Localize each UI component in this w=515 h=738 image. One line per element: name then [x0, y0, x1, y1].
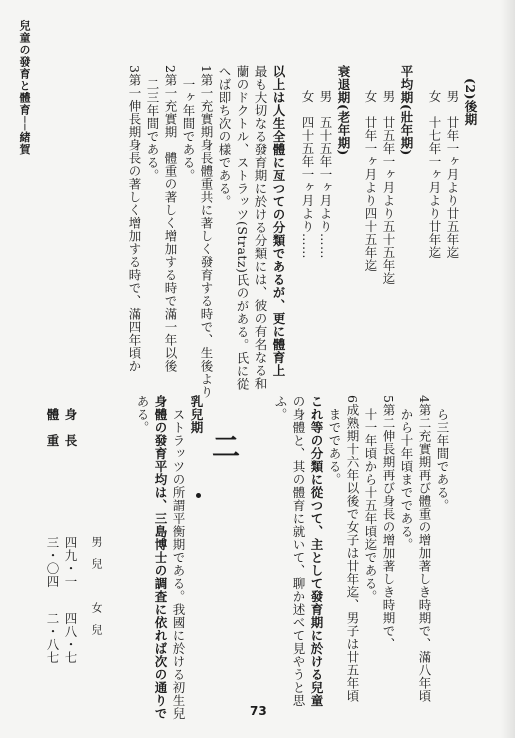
page-number: 73	[250, 704, 267, 718]
text-column: から十年頃までである。	[399, 408, 414, 551]
text-column: 5第二伸長期再び身長の增加著しき時期で、	[381, 395, 396, 651]
table-cell-male: 四九・一	[63, 536, 78, 588]
text-column: (2)後期	[463, 78, 478, 127]
text-column: 女 四十五年一ヶ月より……	[300, 90, 315, 259]
text-column: 男 五十五年一ヶ月より……	[318, 90, 333, 259]
table-cell-male: 三・〇四	[45, 536, 60, 588]
text-column: ら三年間である。	[435, 408, 450, 512]
text-column: 男 廿年一ヶ月より廿五年迄	[445, 90, 460, 259]
text-column: までである。	[327, 408, 342, 486]
text-column: 一ヶ年間である。	[181, 78, 196, 182]
text-column: 女 十七年一ヶ月より廿年迄	[427, 90, 442, 259]
text-column: 十一年頃から十五年頃迄である。	[363, 408, 378, 603]
text-column: 平均期(壯年期)	[399, 65, 414, 156]
text-column: 以上は人生全體に亙つての分類であるが、更に體育上	[271, 65, 286, 377]
text-column: 男 廿五年一ヶ月より五十五年迄	[381, 90, 396, 285]
text-column: 身體の發育平均は、三島博士の調査に依れば次の通りで	[153, 395, 168, 720]
text-column: へば即ち次の樣である。	[217, 65, 232, 208]
text-column: の身體と、其の體育に就いて、聊か述べて見やうと思	[291, 395, 306, 707]
text-column: 最も大切なる發育期に於ける分類には、彼の有名なる和	[253, 65, 268, 390]
section-dot	[196, 493, 201, 498]
text-column: 2第一充實期 體重の著しく增加する時で滿一年以後	[163, 65, 178, 373]
text-column: これ等の分類に從つて、主として發育期に於ける兒童	[309, 395, 324, 707]
text-column: 衰退期(老年期)	[336, 65, 351, 156]
text-column: 6成熟期十六年以後で女子は廿年迄、男子は廿五年頃	[345, 395, 360, 703]
text-column: ふ。	[273, 395, 288, 421]
text-column: 4第二充實期再び體重の增加著しき時期で、滿八年頃	[417, 395, 432, 703]
table-row-label: 身 長	[63, 408, 78, 447]
running-header: 兒童の發育と體育──緒賀	[18, 20, 31, 156]
text-column: 女 廿年一ヶ月より四十五年迄	[363, 90, 378, 272]
text-column: 蘭のドクトル、ストラッツ(Stratz)氏のがある。氏に從	[235, 65, 250, 391]
table-cell-female: 四八・七	[63, 612, 78, 664]
table-row-label: 體 重	[45, 408, 60, 447]
text-column: 乳兒期	[189, 395, 204, 434]
text-column: ストラッツの所謂平衡期である。我國に於ける初生兒	[171, 408, 186, 720]
table-group-header: 男 兒 女 兒	[90, 536, 103, 635]
text-column: 3第一伸長期身長の著しく增加する時で、滿四年頃か	[127, 65, 142, 373]
text-column: ある。	[135, 395, 150, 434]
text-column: 二三年間である。	[145, 78, 160, 182]
page-edge-shadow	[501, 0, 515, 738]
section-mark: 二	[208, 432, 241, 460]
text-column: 1第一充實期身長體重共に著しく發育する時で、生後より	[199, 65, 214, 399]
table-cell-female: 二・八七	[45, 612, 60, 664]
